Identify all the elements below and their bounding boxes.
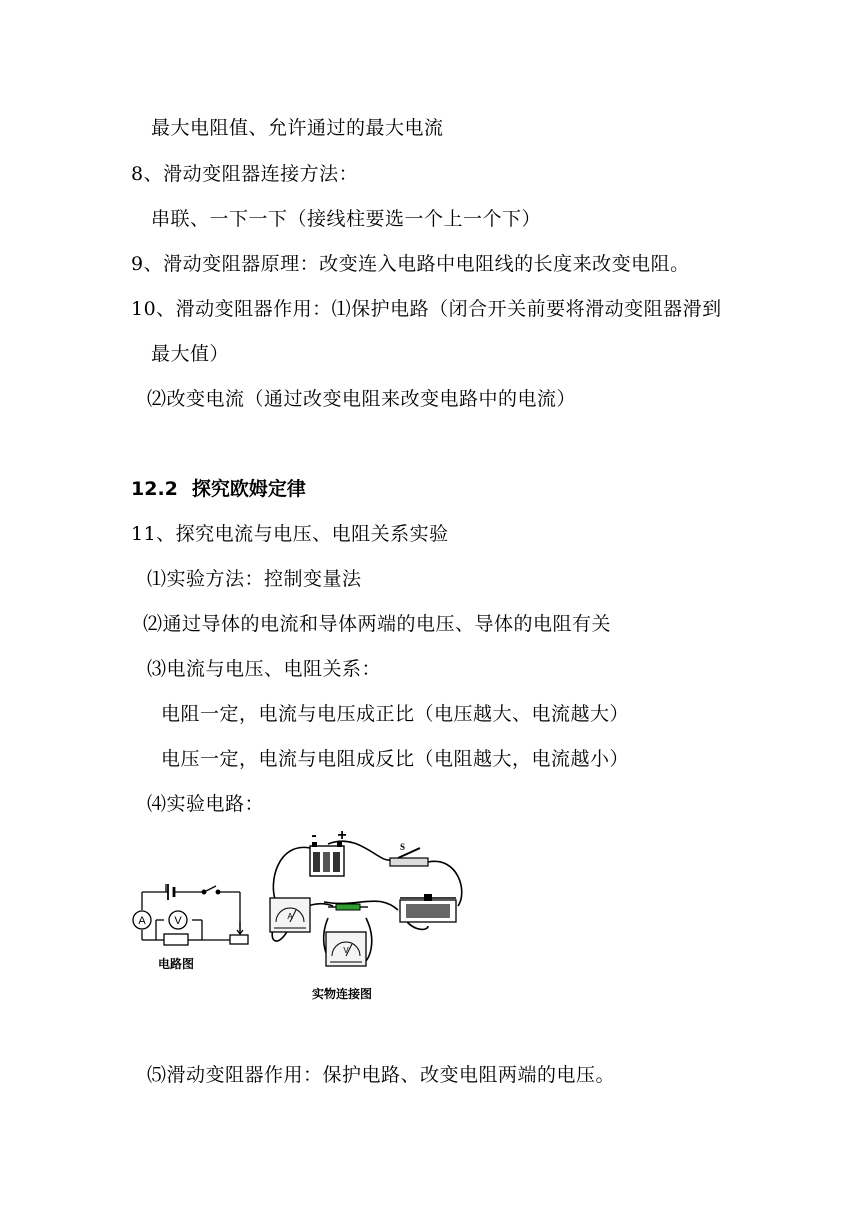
subitem-3b-inverse-proportion: 电压一定，电流与电阻成反比（电阻越大，电流越小） — [161, 748, 630, 770]
ammeter-device-label: A — [287, 912, 293, 921]
battery-icon — [310, 842, 344, 876]
voltmeter-device-label: V — [343, 946, 349, 955]
voltmeter-symbol: V — [174, 915, 182, 927]
section-title: 探究欧姆定律 — [191, 478, 306, 500]
section-heading — [131, 477, 306, 501]
subitem-2-factors: ⑵通过导体的电流和导体两端的电压、导体的电阻有关 — [143, 613, 612, 635]
item-10-function: 10、滑动变阻器作用：⑴保护电路（闭合开关前要将滑动变阻器滑到 — [131, 298, 722, 320]
item-9-principle: 9、滑动变阻器原理：改变连入电路中电阻线的长度来改变电阻。 — [131, 253, 690, 275]
battery-plus-sign: + — [337, 827, 347, 844]
text-line-max-resistance: 最大电阻值、允许通过的最大电流 — [151, 117, 444, 139]
item-8-connection-method: 8、滑动变阻器连接方法： — [131, 163, 359, 185]
subitem-4-circuit: ⑷实验电路： — [147, 793, 265, 815]
circuit-diagram-caption: 电路图 — [157, 957, 195, 971]
switch-label: S — [400, 842, 406, 852]
subitem-1-method: ⑴实验方法：控制变量法 — [147, 568, 362, 590]
circuit-diagram — [142, 884, 248, 945]
physical-drawing-caption: 实物连接图 — [311, 987, 373, 1001]
ammeter-symbol: A — [138, 915, 146, 927]
subitem-5-rheostat-function: ⑸滑动变阻器作用：保护电路、改变电阻两端的电压。 — [147, 1064, 616, 1086]
experiment-circuit-figure — [128, 822, 488, 1008]
text-line-series-connection: 串联、一下一下（接线柱要选一个上一个下） — [151, 208, 542, 230]
battery-minus-sign: - — [311, 827, 317, 844]
rheostat-icon — [400, 894, 456, 922]
resistor-icon — [328, 904, 368, 910]
section-number: 12.2 — [131, 478, 178, 500]
text-line-change-current: ⑵改变电流（通过改变电阻来改变电路中的电流） — [147, 388, 577, 410]
item-11-experiment: 11、探究电流与电压、电阻关系实验 — [131, 523, 449, 545]
subitem-3a-direct-proportion: 电阻一定，电流与电压成正比（电压越大、电流越大） — [161, 703, 630, 725]
subitem-3-relationship: ⑶电流与电压、电阻关系： — [147, 658, 382, 680]
knife-switch-icon — [390, 848, 428, 866]
text-line-max-value: 最大值） — [151, 343, 230, 365]
